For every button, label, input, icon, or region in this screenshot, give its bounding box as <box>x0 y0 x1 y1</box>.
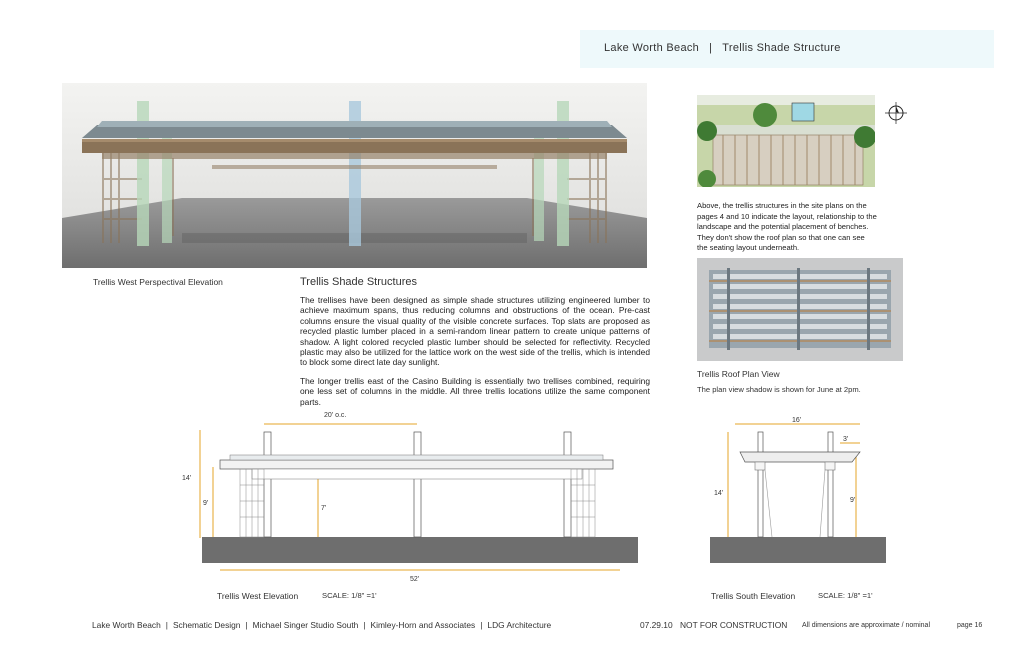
dim-overhang: 3' <box>843 436 849 443</box>
dim-length: 52' <box>410 576 420 583</box>
section-title: Trellis Shade Structures <box>300 276 417 288</box>
dim-height-beam: 9' <box>203 500 209 507</box>
site-plan-image <box>697 95 875 187</box>
dim-width: 16' <box>792 417 802 424</box>
page-header <box>604 42 841 54</box>
footer-status: NOT FOR CONSTRUCTION <box>680 620 788 630</box>
caption-west-elevation: Trellis West Elevation <box>217 591 299 601</box>
dim-oc: 20' o.c. <box>324 412 347 419</box>
west-scale: SCALE: 1/8" =1' <box>322 591 377 600</box>
west-elevation-drawing <box>180 405 650 585</box>
project-name: Lake Worth Beach <box>604 42 700 54</box>
roof-plan-note: The plan view shadow is shown for June at 2pm. <box>697 385 861 394</box>
page-title: Trellis Shade Structure <box>722 42 841 54</box>
south-elevation-drawing <box>700 410 895 570</box>
footer-item: Lake Worth Beach <box>92 620 161 630</box>
south-scale: SCALE: 1/8" =1' <box>818 591 873 600</box>
caption-roof-plan: Trellis Roof Plan View <box>697 369 780 379</box>
footer-item: Schematic Design <box>172 620 241 630</box>
footer-item: LDG Architecture <box>487 620 552 630</box>
dim-south-height-beam: 9' <box>850 497 856 504</box>
header-separator: | <box>709 42 713 54</box>
footer-credits: Lake Worth Beach | Schematic Design | Michael Singer Studio South | Kimley-Horn and Associates | LDG Architecture <box>92 620 552 630</box>
roof-plan-image <box>697 258 903 361</box>
body-paragraph-1: The trellises have been designed as simple shade structures utilizing engineered lumber to achieve maximum spans, thus reducing columns and obstructions of the ocean. Pre-cast columns ensure the visual quality of the visible concrete surfaces. Top slats are proposed as recycled plastic lumber placed in a semi-random linear pattern to create unique patterns of shadow. A light colored recycled plastic lumber should be selected for reflectivity. Recycled plastic may also be utilized for the lattice work on the west side of the trellis, which is intended to block some direct late day sunlight. <box>300 295 650 368</box>
dim-south-height-total: 14' <box>714 490 724 497</box>
site-plan-note: Above, the trellis structures in the site plans on the pages 4 and 10 indicate the layout, relationship to the landscape and the potential placement of benches. They don't show the roof plan so that one can see the seating layout underneath. <box>697 201 877 252</box>
page-number: page 16 <box>957 622 983 629</box>
body-paragraph-2: The longer trellis east of the Casino Building is essentially two trellises combined, requiring one less set of columns in the middle. All three trellis locations utilize the same component parts. <box>300 376 650 407</box>
caption-south-elevation: Trellis South Elevation <box>711 591 796 601</box>
footer-item: Michael Singer Studio South <box>252 620 359 630</box>
north-arrow-icon <box>884 100 908 126</box>
caption-perspective: Trellis West Perspectival Elevation <box>93 277 223 287</box>
footer-item: Kimley-Horn and Associates <box>370 620 476 630</box>
dim-height-total: 14' <box>182 475 192 482</box>
dim-height-clear: 7' <box>321 505 327 512</box>
footer-date: 07.29.10 <box>640 620 673 630</box>
perspective-rendering <box>62 83 647 268</box>
footer-note: All dimensions are approximate / nominal <box>802 622 931 629</box>
